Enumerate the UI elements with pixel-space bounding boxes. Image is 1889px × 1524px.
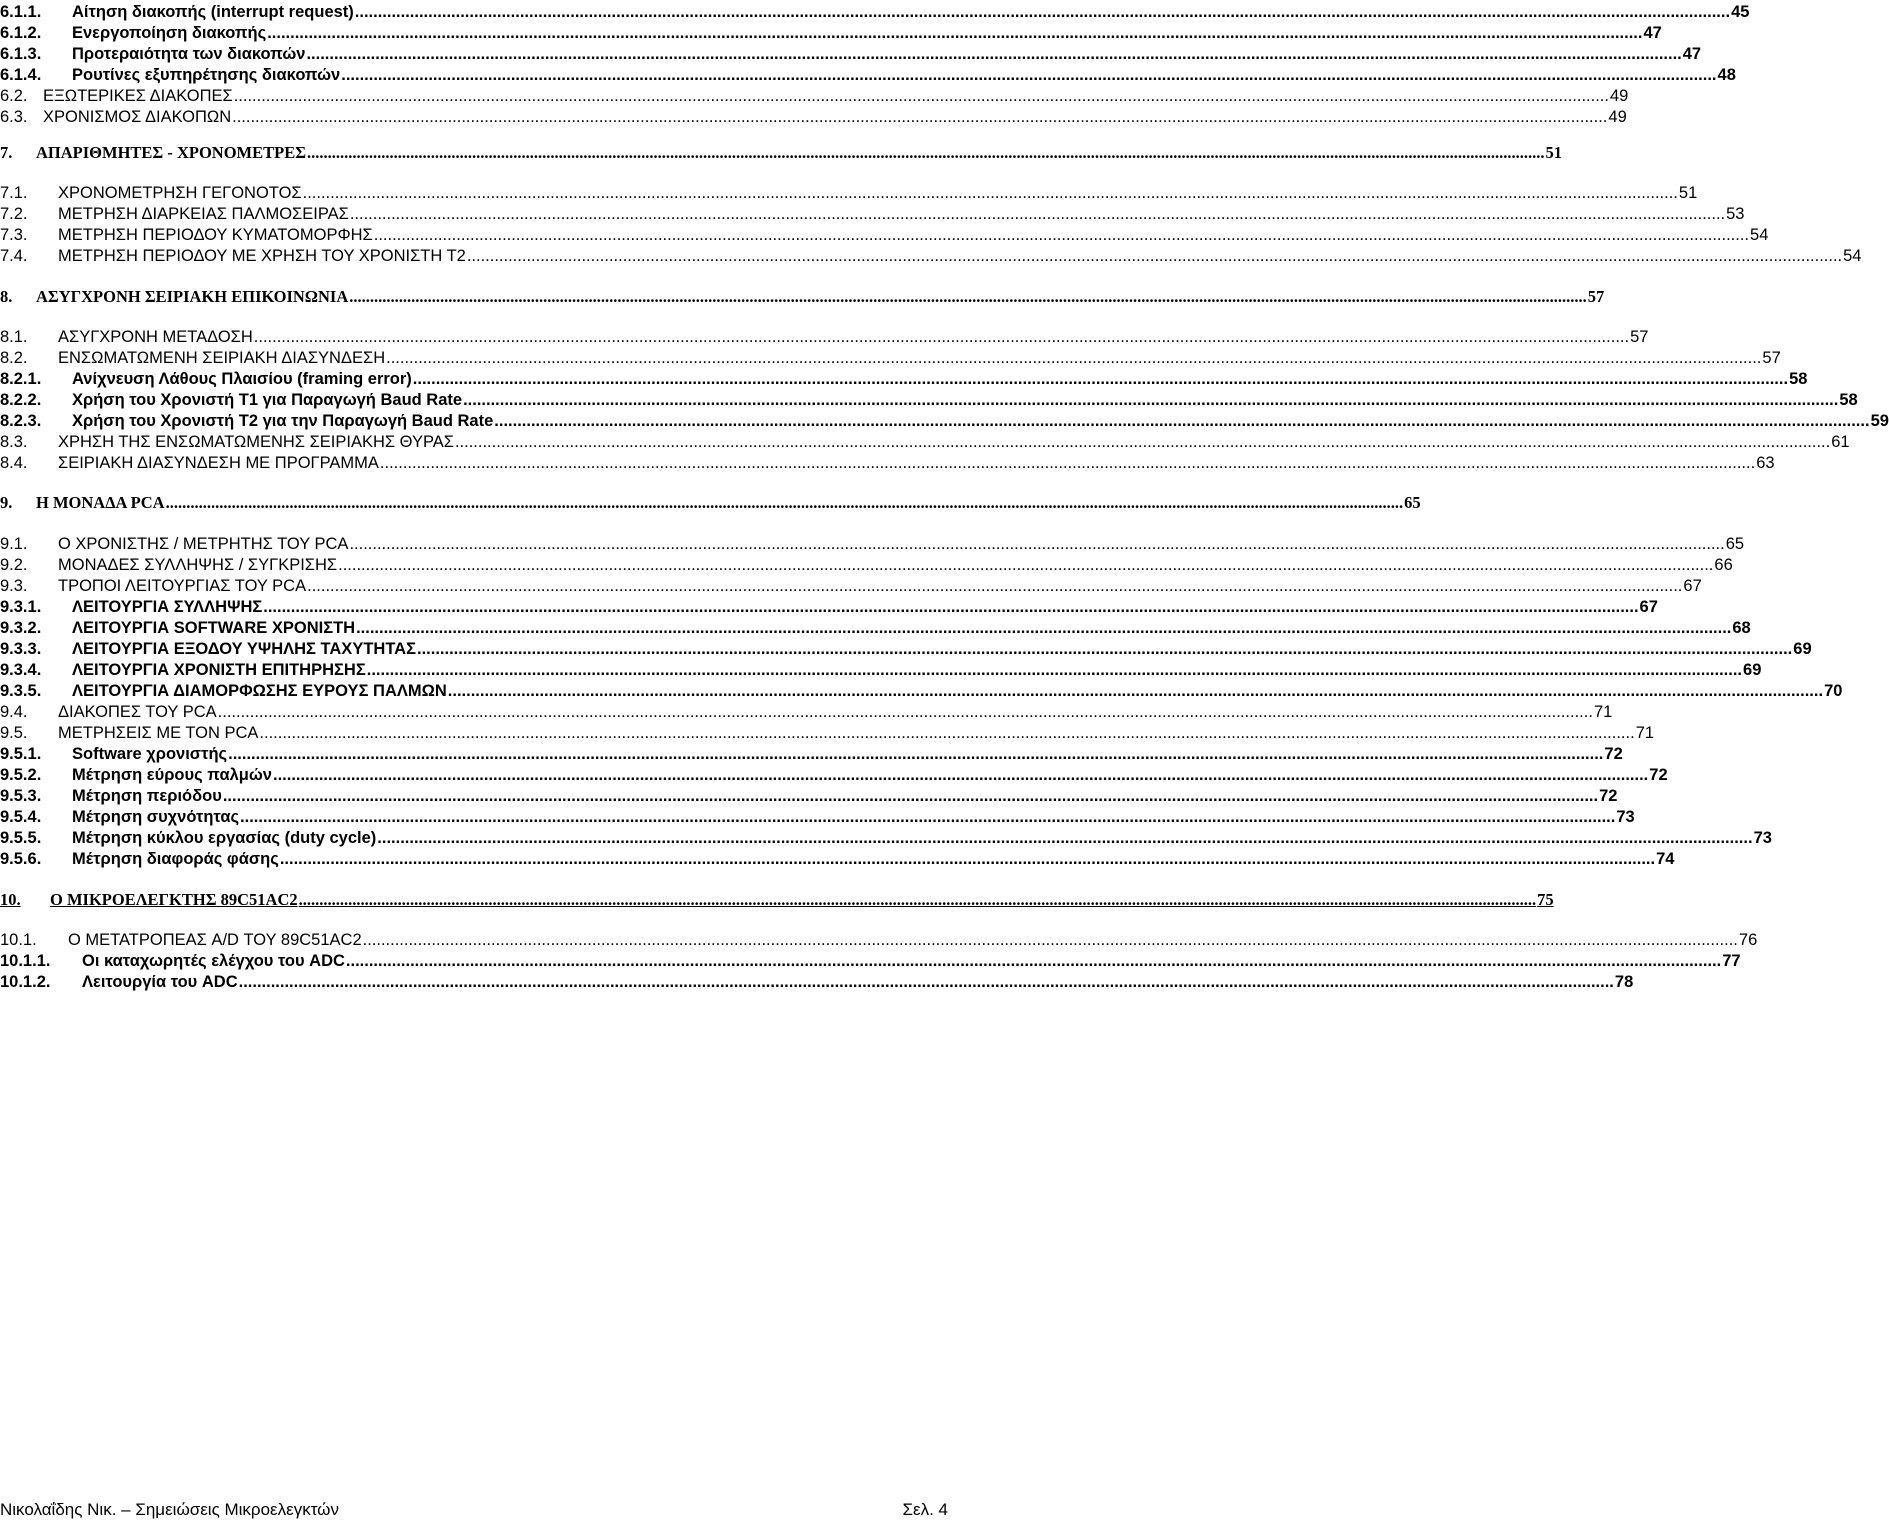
toc-page: 76 bbox=[1738, 931, 1758, 949]
toc-title: ΧΡΟΝΙΣΜΟΣ ΔΙΑΚΟΠΩΝ bbox=[43, 108, 232, 126]
toc-leader: ............................................................................................................................................................................................................................................................................................................ bbox=[354, 3, 1731, 21]
toc-number: 8.2.2. bbox=[0, 391, 42, 409]
toc-page: 74 bbox=[1656, 850, 1675, 868]
toc-leader: ............................................................................................................................................................................................................................................................................................................ bbox=[366, 661, 1743, 679]
toc-number: 8.4. bbox=[0, 454, 28, 472]
toc-leader: ............................................................................................................................................................................................................................................................................................................ bbox=[306, 45, 1682, 63]
toc-entry bbox=[0, 42, 1702, 64]
toc-number: 9.3.1. bbox=[0, 598, 42, 616]
toc-title: ΕΝΣΩΜΑΤΩΜΕΝΗ ΣΕΙΡΙΑΚΗ ΔΙΑΣΥΝΔΕΣΗ bbox=[58, 349, 386, 367]
toc-page: 69 bbox=[1743, 661, 1762, 679]
toc-entry bbox=[0, 388, 1858, 410]
toc-entry bbox=[0, 346, 1781, 368]
footer-page-number: Σελ. 4 bbox=[902, 1500, 948, 1519]
toc-leader: ............................................................................................................................................................................................................................................................................................................ bbox=[233, 87, 1609, 105]
toc-number: 9.5.4. bbox=[0, 808, 42, 826]
toc-leader: ............................................................................................................................................................................................................................................................................................................ bbox=[298, 890, 1537, 909]
toc-leader: ............................................................................................................................................................................................................................................................................................................ bbox=[466, 247, 1843, 265]
toc-page: 72 bbox=[1599, 787, 1618, 805]
toc-number: 9.2. bbox=[0, 556, 28, 574]
toc-page: 72 bbox=[1604, 745, 1623, 763]
toc-number: 9.5.2. bbox=[0, 766, 42, 784]
toc-number: 9.3.2. bbox=[0, 619, 42, 637]
toc-leader: ............................................................................................................................................................................................................................................................................................................ bbox=[362, 931, 1738, 949]
toc-number: 9.5.3. bbox=[0, 787, 42, 805]
toc-entry bbox=[0, 409, 1889, 431]
toc-title: Μέτρηση εύρους παλμών bbox=[72, 766, 272, 784]
toc-leader: ............................................................................................................................................................................................................................................................................................................ bbox=[253, 328, 1630, 346]
toc-page: 65 bbox=[1725, 535, 1745, 553]
toc-leader: ............................................................................................................................................................................................................................................................................................................ bbox=[267, 24, 1643, 42]
toc-leader: ............................................................................................................................................................................................................................................................................................................ bbox=[165, 493, 1404, 512]
toc-title: ΑΣΥΓΧΡΟΝΗ ΜΕΤΑΔΟΣΗ bbox=[58, 328, 253, 346]
toc-entry bbox=[0, 451, 1775, 473]
toc-entry bbox=[0, 595, 1658, 617]
toc-title: Λειτουργία του ADC bbox=[82, 973, 238, 991]
toc-number: 9.3.4. bbox=[0, 661, 42, 679]
toc-number: 8.1. bbox=[0, 328, 28, 346]
toc-page: 73 bbox=[1753, 829, 1772, 847]
toc-leader: ............................................................................................................................................................................................................................................................................................................ bbox=[377, 829, 1753, 847]
toc-page: 66 bbox=[1714, 556, 1733, 574]
toc-leader: ............................................................................................................................................................................................................................................................................................................ bbox=[228, 745, 1604, 763]
toc-page: 61 bbox=[1831, 433, 1850, 451]
toc-title: ΜΕΤΡΗΣΗ ΔΙΑΡΚΕΙΑΣ ΠΑΛΜΟΣΕΙΡΑΣ bbox=[58, 205, 349, 223]
toc-entry bbox=[0, 202, 1745, 224]
toc-title: ΛΕΙΤΟΥΡΓΙΑ ΕΞΟΔΟΥ ΥΨΗΛΗΣ ΤΑΧΥΤΗΤΑΣ bbox=[72, 640, 416, 658]
toc-entry bbox=[0, 0, 1750, 22]
toc-leader: ............................................................................................................................................................................................................................................................................................................ bbox=[447, 682, 1824, 700]
toc-title: Μέτρηση διαφοράς φάσης bbox=[72, 850, 279, 868]
toc-entry bbox=[0, 574, 1702, 596]
toc-title: ΜΕΤΡΗΣΗ ΠΕΡΙΟΔΟΥ ΚΥΜΑΤΟΜΟΡΦΗΣ bbox=[58, 226, 373, 244]
toc-title: ΔΙΑΚΟΠΕΣ ΤΟΥ PCA bbox=[58, 703, 217, 721]
toc-entry bbox=[0, 84, 1629, 106]
toc-entry bbox=[0, 181, 1698, 203]
toc-entry bbox=[0, 949, 1741, 971]
toc-title: Οι καταχωρητές ελέγχου του ADC bbox=[82, 952, 345, 970]
toc-title: Ο ΧΡΟΝΙΣΤΗΣ / ΜΕΤΡΗΤΗΣ ΤΟΥ PCA bbox=[58, 535, 349, 553]
toc-page: 57 bbox=[1587, 287, 1605, 306]
toc-entry bbox=[0, 658, 1762, 680]
toc-page: 57 bbox=[1762, 349, 1781, 367]
toc-number: 8.2.3. bbox=[0, 412, 42, 430]
toc-number: 8.2.1. bbox=[0, 370, 42, 388]
toc-title: ΑΠΑΡΙΘΜΗΤΕΣ - ΧΡΟΝΟΜΕΤΡΕΣ bbox=[36, 143, 306, 162]
toc-number: 9.5.1. bbox=[0, 745, 42, 763]
toc-entry bbox=[0, 105, 1627, 127]
toc-page: 71 bbox=[1593, 703, 1613, 721]
toc-leader: ............................................................................................................................................................................................................................................................................................................ bbox=[279, 850, 1656, 868]
toc-leader: ............................................................................................................................................................................................................................................................................................................ bbox=[379, 454, 1756, 472]
toc-entry bbox=[0, 742, 1623, 764]
toc-title: ΕΞΩΤΕΡΙΚΕΣ ΔΙΑΚΟΠΕΣ bbox=[43, 87, 233, 105]
toc-number: 9.3. bbox=[0, 577, 28, 595]
toc-chapter bbox=[0, 285, 1605, 307]
toc-page: 57 bbox=[1630, 328, 1649, 346]
toc-number: 10. bbox=[0, 890, 21, 909]
toc-page: 63 bbox=[1756, 454, 1775, 472]
toc-title: Αίτηση διακοπής (interrupt request) bbox=[72, 3, 354, 21]
toc-number: 7.4. bbox=[0, 247, 28, 265]
toc-number: 9.3.3. bbox=[0, 640, 42, 658]
toc-title: Ο ΜΙΚΡΟΕΛΕΓΚΤΗΣ 89C51AC2 bbox=[50, 890, 298, 909]
toc-leader: ............................................................................................................................................................................................................................................................................................................ bbox=[345, 952, 1722, 970]
toc-title: ΜΕΤΡΗΣΗ ΠΕΡΙΟΔΟΥ ΜΕ ΧΡΗΣΗ ΤΟΥ ΧΡΟΝΙΣΤΗ Τ2 bbox=[58, 247, 466, 265]
toc-title: ΣΕΙΡΙΑΚΗ ΔΙΑΣΥΝΔΕΣΗ ΜΕ ΠΡΟΓΡΑΜΜΑ bbox=[58, 454, 379, 472]
toc-leader: ............................................................................................................................................................................................................................................................................................................ bbox=[454, 433, 1831, 451]
toc-entry bbox=[0, 847, 1675, 869]
toc-page: 58 bbox=[1789, 370, 1808, 388]
toc-page: 53 bbox=[1726, 205, 1745, 223]
toc-title: Μέτρηση περιόδου bbox=[72, 787, 222, 805]
page-footer bbox=[0, 1500, 948, 1520]
toc-page: 51 bbox=[1545, 143, 1562, 162]
toc-entry bbox=[0, 21, 1662, 43]
toc-entry bbox=[0, 928, 1758, 950]
toc-title: ΜΕΤΡΗΣΕΙΣ ΜΕ ΤΟΝ PCA bbox=[58, 724, 259, 742]
toc-page: 51 bbox=[1678, 184, 1698, 202]
toc-page: 47 bbox=[1682, 45, 1702, 63]
toc-title: Ανίχνευση Λάθους Πλαισίου (framing error) bbox=[72, 370, 412, 388]
toc-entry bbox=[0, 63, 1736, 85]
toc-number: 6.3. bbox=[0, 108, 28, 126]
toc-number: 9.4. bbox=[0, 703, 28, 721]
toc-page: 67 bbox=[1639, 598, 1658, 616]
toc-page: 58 bbox=[1839, 391, 1858, 409]
toc-entry bbox=[0, 532, 1745, 554]
toc-title: Μέτρηση κύκλου εργασίας (duty cycle) bbox=[72, 829, 377, 847]
toc-page: 48 bbox=[1717, 66, 1736, 84]
toc-number: 6.1.4. bbox=[0, 66, 42, 84]
toc-leader: ............................................................................................................................................................................................................................................................................................................ bbox=[232, 108, 1608, 126]
toc-number: 8. bbox=[0, 287, 13, 306]
toc-page: 59 bbox=[1870, 412, 1889, 430]
toc-number: 8.3. bbox=[0, 433, 28, 451]
footer-author: Νικολαΐδης Νικ. – Σημειώσεις Μικροελεγκτών bbox=[0, 1500, 339, 1519]
toc-number: 6.1.2. bbox=[0, 24, 42, 42]
toc-entry bbox=[0, 763, 1668, 785]
toc-page: 78 bbox=[1614, 973, 1634, 991]
toc-entry bbox=[0, 244, 1862, 266]
toc-chapter bbox=[0, 141, 1562, 163]
toc-number: 9. bbox=[0, 493, 13, 512]
toc-page: 70 bbox=[1824, 682, 1843, 700]
toc-leader: ............................................................................................................................................................................................................................................................................................................ bbox=[463, 391, 1839, 409]
toc-title: Προτεραιότητα των διακοπών bbox=[72, 45, 306, 63]
toc-leader: ............................................................................................................................................................................................................................................................................................................ bbox=[217, 703, 1593, 721]
toc-leader: ............................................................................................................................................................................................................................................................................................................ bbox=[240, 808, 1616, 826]
toc-chapter bbox=[0, 491, 1421, 513]
toc-entry bbox=[0, 826, 1772, 848]
toc-page: 69 bbox=[1793, 640, 1812, 658]
toc-title: Χρήση του Χρονιστή Τ2 για την Παραγωγή Baud Rate bbox=[72, 412, 494, 430]
toc-entry bbox=[0, 637, 1812, 659]
toc-chapter bbox=[0, 888, 1554, 910]
toc-leader: ............................................................................................................................................................................................................................................................................................................ bbox=[259, 724, 1635, 742]
toc-number: 10.1. bbox=[0, 931, 37, 949]
toc-title: ΧΡΗΣΗ ΤΗΣ ΕΝΣΩΜΑΤΩΜΕΝΗΣ ΣΕΙΡΙΑΚΗΣ ΘΥΡΑΣ bbox=[58, 433, 454, 451]
toc-entry bbox=[0, 325, 1649, 347]
toc-page: 67 bbox=[1683, 577, 1702, 595]
toc-leader: ............................................................................................................................................................................................................................................................................................................ bbox=[341, 66, 1717, 84]
toc-title: Ρουτίνες εξυπηρέτησης διακοπών bbox=[72, 66, 341, 84]
toc-entry bbox=[0, 553, 1733, 575]
toc-title: ΛΕΙΤΟΥΡΓΙΑ ΧΡΟΝΙΣΤΗ ΕΠΙΤΗΡΗΣΗΣ bbox=[72, 661, 366, 679]
toc-leader: ............................................................................................................................................................................................................................................................................................................ bbox=[373, 226, 1750, 244]
toc-leader: ............................................................................................................................................................................................................................................................................................................ bbox=[222, 787, 1599, 805]
toc-number: 10.1.2. bbox=[0, 973, 51, 991]
toc-entry bbox=[0, 970, 1634, 992]
toc-title: Ενεργοποίηση διακοπής bbox=[72, 24, 267, 42]
toc-title: Ο ΜΕΤΑΤΡΟΠΕΑΣ A/D ΤΟΥ 89C51AC2 bbox=[68, 931, 362, 949]
toc-title: ΛΕΙΤΟΥΡΓΙΑ ΔΙΑΜΟΡΦΩΣΗΣ ΕΥΡΟΥΣ ΠΑΛΜΩΝ bbox=[72, 682, 447, 700]
toc-page: 47 bbox=[1643, 24, 1662, 42]
toc-page: 72 bbox=[1649, 766, 1668, 784]
toc-leader: ............................................................................................................................................................................................................................................................................................................ bbox=[307, 577, 1683, 595]
toc-title: Χρήση του Χρονιστή Τ1 για Παραγωγή Baud Rate bbox=[72, 391, 463, 409]
toc-title: ΜΟΝΑΔΕΣ ΣΥΛΛΗΨΗΣ / ΣΥΓΚΡΙΣΗΣ bbox=[58, 556, 338, 574]
toc-number: 7.3. bbox=[0, 226, 28, 244]
toc-page: 45 bbox=[1731, 3, 1750, 21]
toc-leader: ............................................................................................................................................................................................................................................................................................................ bbox=[307, 143, 1545, 162]
toc-page: 77 bbox=[1722, 952, 1741, 970]
toc-leader: ............................................................................................................................................................................................................................................................................................................ bbox=[417, 640, 1793, 658]
toc-leader: ............................................................................................................................................................................................................................................................................................................ bbox=[349, 205, 1726, 223]
toc-number: 6.1.3. bbox=[0, 45, 42, 63]
toc-number: 9.5. bbox=[0, 724, 28, 742]
toc-number: 9.1. bbox=[0, 535, 28, 553]
toc-leader: ............................................................................................................................................................................................................................................................................................................ bbox=[238, 973, 1614, 991]
toc-entry bbox=[0, 367, 1808, 389]
toc-number: 9.5.5. bbox=[0, 829, 42, 847]
toc-title: ΑΣΥΓΧΡΟΝΗ ΣΕΙΡΙΑΚΗ ΕΠΙΚΟΙΝΩΝΙΑ bbox=[36, 287, 349, 306]
toc-leader: ............................................................................................................................................................................................................................................................................................................ bbox=[349, 535, 1725, 553]
toc-entry bbox=[0, 223, 1769, 245]
toc-leader: ............................................................................................................................................................................................................................................................................................................ bbox=[356, 619, 1732, 637]
toc-title: ΛΕΙΤΟΥΡΓΙΑ SOFTWARE ΧΡΟΝΙΣΤΗ bbox=[72, 619, 356, 637]
toc-leader: ............................................................................................................................................................................................................................................................................................................ bbox=[494, 412, 1870, 430]
toc-entry bbox=[0, 784, 1618, 806]
toc-page: 54 bbox=[1843, 247, 1862, 265]
toc-entry bbox=[0, 721, 1655, 743]
toc-number: 9.3.5. bbox=[0, 682, 42, 700]
toc-entry bbox=[0, 616, 1751, 638]
toc-title: Η ΜΟΝΑΔΑ PCA bbox=[36, 493, 165, 512]
toc-title: ΛΕΙΤΟΥΡΓΙΑ ΣΥΛΛΗΨΗΣ bbox=[72, 598, 263, 616]
toc-title: Software χρονιστής bbox=[72, 745, 228, 763]
toc-leader: ............................................................................................................................................................................................................................................................................................................ bbox=[338, 556, 1714, 574]
toc-leader: ............................................................................................................................................................................................................................................................................................................ bbox=[263, 598, 1639, 616]
toc-page: 75 bbox=[1537, 890, 1554, 909]
toc-number: 7. bbox=[0, 143, 13, 162]
toc-leader: ............................................................................................................................................................................................................................................................................................................ bbox=[302, 184, 1678, 202]
toc-number: 7.1. bbox=[0, 184, 28, 202]
toc-page: 73 bbox=[1616, 808, 1635, 826]
toc-number: 8.2. bbox=[0, 349, 28, 367]
toc-leader: ............................................................................................................................................................................................................................................................................................................ bbox=[412, 370, 1789, 388]
toc-page: 49 bbox=[1609, 87, 1629, 105]
toc-number: 6.1.1. bbox=[0, 3, 42, 21]
toc-number: 9.5.6. bbox=[0, 850, 42, 868]
toc-page: 54 bbox=[1750, 226, 1769, 244]
toc-page: 68 bbox=[1732, 619, 1751, 637]
toc-leader: ............................................................................................................................................................................................................................................................................................................ bbox=[386, 349, 1762, 367]
toc-entry bbox=[0, 805, 1635, 827]
toc-page: 71 bbox=[1635, 724, 1655, 742]
toc-entry bbox=[0, 679, 1843, 701]
toc-number: 6.2. bbox=[0, 87, 28, 105]
toc-number: 7.2. bbox=[0, 205, 28, 223]
toc-title: Μέτρηση συχνότητας bbox=[72, 808, 240, 826]
toc-title: ΤΡΟΠΟΙ ΛΕΙΤΟΥΡΓΙΑΣ ΤΟΥ PCA bbox=[58, 577, 307, 595]
toc-number: 10.1.1. bbox=[0, 952, 51, 970]
toc-leader: ............................................................................................................................................................................................................................................................................................................ bbox=[272, 766, 1649, 784]
toc-entry bbox=[0, 430, 1850, 452]
toc-page: 65 bbox=[1404, 493, 1421, 512]
toc-page: 49 bbox=[1608, 108, 1627, 126]
toc-title: ΧΡΟΝΟΜΕΤΡΗΣΗ ΓΕΓΟΝΟΤΟΣ bbox=[58, 184, 302, 202]
toc-entry bbox=[0, 700, 1613, 722]
toc-leader: ............................................................................................................................................................................................................................................................................................................ bbox=[349, 287, 1587, 306]
